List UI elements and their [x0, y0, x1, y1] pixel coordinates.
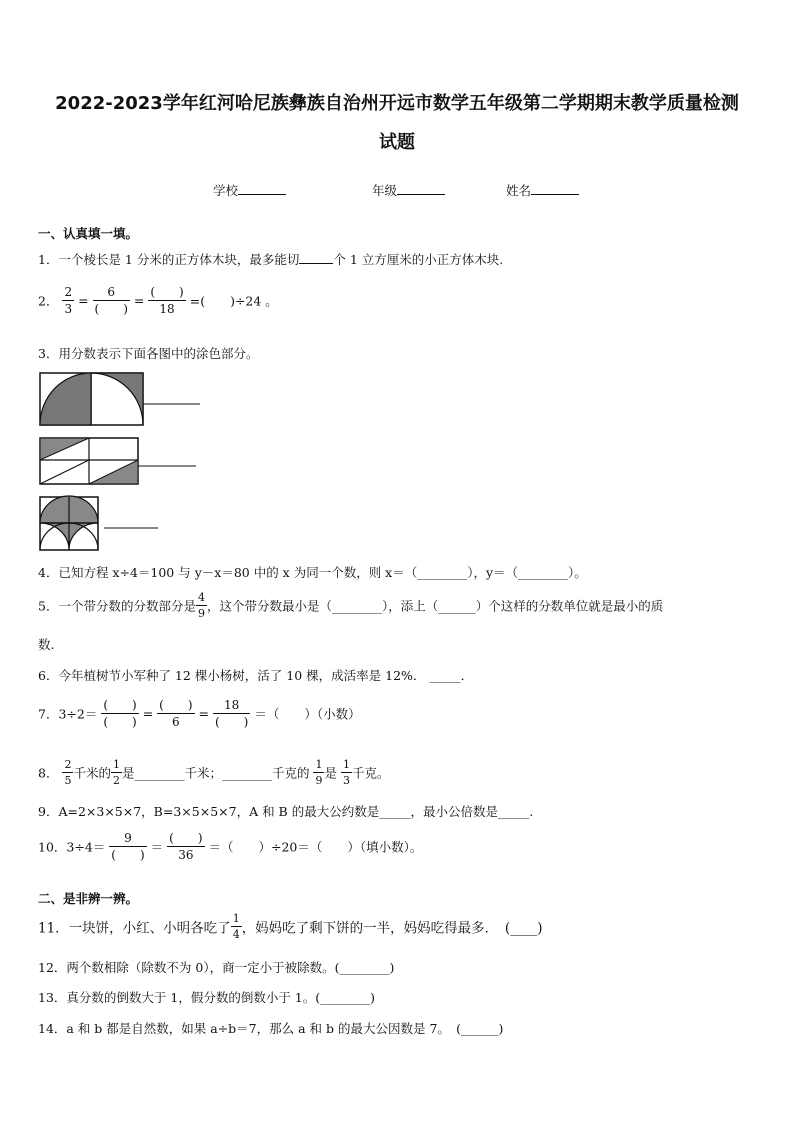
question-2	[38, 286, 278, 315]
question-number: 6．	[38, 668, 59, 683]
question-number: 4．	[38, 565, 59, 580]
name-label: 姓名	[506, 183, 532, 198]
figure-3-circle-square	[38, 495, 163, 555]
q8-fraction-4: $\frac{1}{3}$	[342, 758, 350, 787]
question-4	[38, 563, 587, 581]
q7-tail[interactable]: ＝（ ）（小数）	[254, 706, 361, 722]
q7-fraction-2[interactable]: $\frac{( )}{6}$	[159, 698, 193, 729]
q11-text-b[interactable]: ，妈妈吃了剩下饼的一半，妈妈吃得最多． (____)	[241, 920, 543, 937]
q1-blank[interactable]	[299, 251, 333, 264]
page-title: 2022-2023学年红河哈尼族彝族自治州开远市数学五年级第二学期期末教学质量检测	[55, 93, 739, 114]
q8-fraction-1: $\frac{2}{5}$	[64, 758, 72, 787]
question-3	[38, 344, 258, 362]
q8-text-1: 千米的	[73, 765, 111, 781]
question-number: 11．	[38, 920, 69, 937]
equals-sign: =	[198, 706, 209, 721]
q7-fraction-1[interactable]: $\frac{( )}{( )}$	[103, 698, 137, 729]
q11-text-a: 一块饼，小红、小明各吃了	[68, 920, 231, 937]
q10-tail[interactable]: ＝（ ）÷20＝（ ）（填小数）。	[208, 839, 423, 855]
q1-text-a: 一个棱长是 1 分米的正方体木块，最多能切	[58, 252, 300, 267]
q7-fraction-3[interactable]: $\frac{18}{( )}$	[214, 698, 249, 729]
equals-sign: =	[133, 293, 145, 308]
q14-text[interactable]: a 和 b 都是自然数，如果 a÷b＝7，那么 a 和 b 的最大公因数是 7。 (______)	[66, 1021, 504, 1036]
question-number: 9．	[38, 804, 59, 819]
grade-label: 年级	[372, 183, 398, 198]
question-number: 7．	[38, 706, 59, 722]
school-label: 学校	[213, 183, 239, 198]
q2-fraction-1: $\frac{2}{3}$	[64, 285, 73, 316]
q2-fraction-2[interactable]: $\frac{6}{( )}$	[94, 285, 128, 316]
question-11	[38, 913, 542, 940]
question-14	[38, 1019, 503, 1037]
question-number: 14．	[38, 1021, 67, 1036]
q6-text[interactable]: 今年植树节小军种了 12 棵小杨树，活了 10 棵，成活率是 12%． _____．	[58, 668, 474, 683]
q13-text[interactable]: 真分数的倒数大于 1，假分数的倒数小于 1。(________)	[66, 990, 376, 1005]
question-7	[38, 699, 361, 728]
q2-fraction-3[interactable]: $\frac{( )}{18}$	[150, 285, 184, 316]
name-blank[interactable]	[531, 182, 579, 195]
q8-fraction-2: $\frac{1}{2}$	[112, 758, 120, 787]
equals-sign: =	[142, 706, 154, 721]
q7-lead: 3÷2＝	[58, 706, 98, 722]
q8-text-4: 千克。	[351, 765, 390, 781]
q2-tail[interactable]: =( )÷24 。	[189, 293, 278, 309]
question-number: 3．	[38, 346, 59, 361]
q4-text[interactable]: 已知方程 x÷4＝100 与 y－x＝80 中的 x 为同一个数，则 x＝（________），y＝（________）。	[58, 565, 587, 580]
page-title-line2: 试题	[379, 132, 415, 153]
question-9	[38, 802, 533, 820]
q8-text-2[interactable]: 是________千米；________千克的	[121, 765, 310, 781]
q1-text-b: 个 1 立方厘米的小正方体木块.	[333, 252, 504, 267]
question-12	[38, 958, 394, 976]
question-number: 13．	[38, 990, 67, 1005]
question-number: 2．	[38, 293, 59, 309]
grade-blank[interactable]	[397, 182, 445, 195]
section-2-heading: 二、是非辨一辨。	[38, 891, 139, 906]
name-field	[506, 181, 579, 199]
q11-fraction: $\frac{1}{4}$	[232, 912, 240, 941]
q10-fraction-1[interactable]: $\frac{9}{( )}$	[111, 831, 145, 862]
grade-field	[372, 181, 445, 199]
school-blank[interactable]	[238, 182, 286, 195]
equals-sign: ＝	[150, 839, 164, 855]
figure-1-quarter-circles	[38, 371, 208, 431]
q12-text[interactable]: 两个数相除（除数不为 0），商一定小于被除数。(________)	[66, 960, 395, 975]
question-number: 8．	[38, 765, 59, 781]
q8-fraction-3: $\frac{1}{9}$	[315, 758, 323, 787]
section-1-heading: 一、认真填一填。	[38, 226, 139, 241]
q5-fraction: $\frac{4}{9}$	[197, 591, 205, 620]
question-number: 5．	[38, 598, 59, 614]
question-5-continued: 数.	[38, 637, 55, 652]
question-5	[38, 592, 663, 619]
question-10	[38, 832, 422, 861]
q5-text-a: 一个带分数的分数部分是	[58, 598, 196, 614]
q3-text: 用分数表示下面各图中的涂色部分。	[58, 346, 259, 361]
question-number: 10．	[38, 839, 67, 855]
question-number: 1．	[38, 252, 59, 267]
q5-text-b[interactable]: ，这个带分数最小是（________），添上（______）个这样的分数单位就是最小的质	[206, 598, 664, 614]
q8-text-3: 是	[324, 765, 337, 781]
question-number: 12．	[38, 960, 67, 975]
question-6	[38, 666, 473, 684]
question-13	[38, 988, 375, 1006]
q10-lead: 3÷4＝	[66, 839, 106, 855]
question-8	[38, 759, 389, 786]
q9-text[interactable]: A=2×3×5×7，B=3×5×5×7，A 和 B 的最大公约数是_____，最小公倍数是_____.	[58, 804, 534, 819]
figure-2-triangles	[38, 436, 203, 490]
school-field	[213, 181, 286, 199]
equals-sign: =	[78, 293, 89, 308]
q10-fraction-2[interactable]: $\frac{( )}{36}$	[169, 831, 203, 862]
question-1	[38, 250, 503, 268]
